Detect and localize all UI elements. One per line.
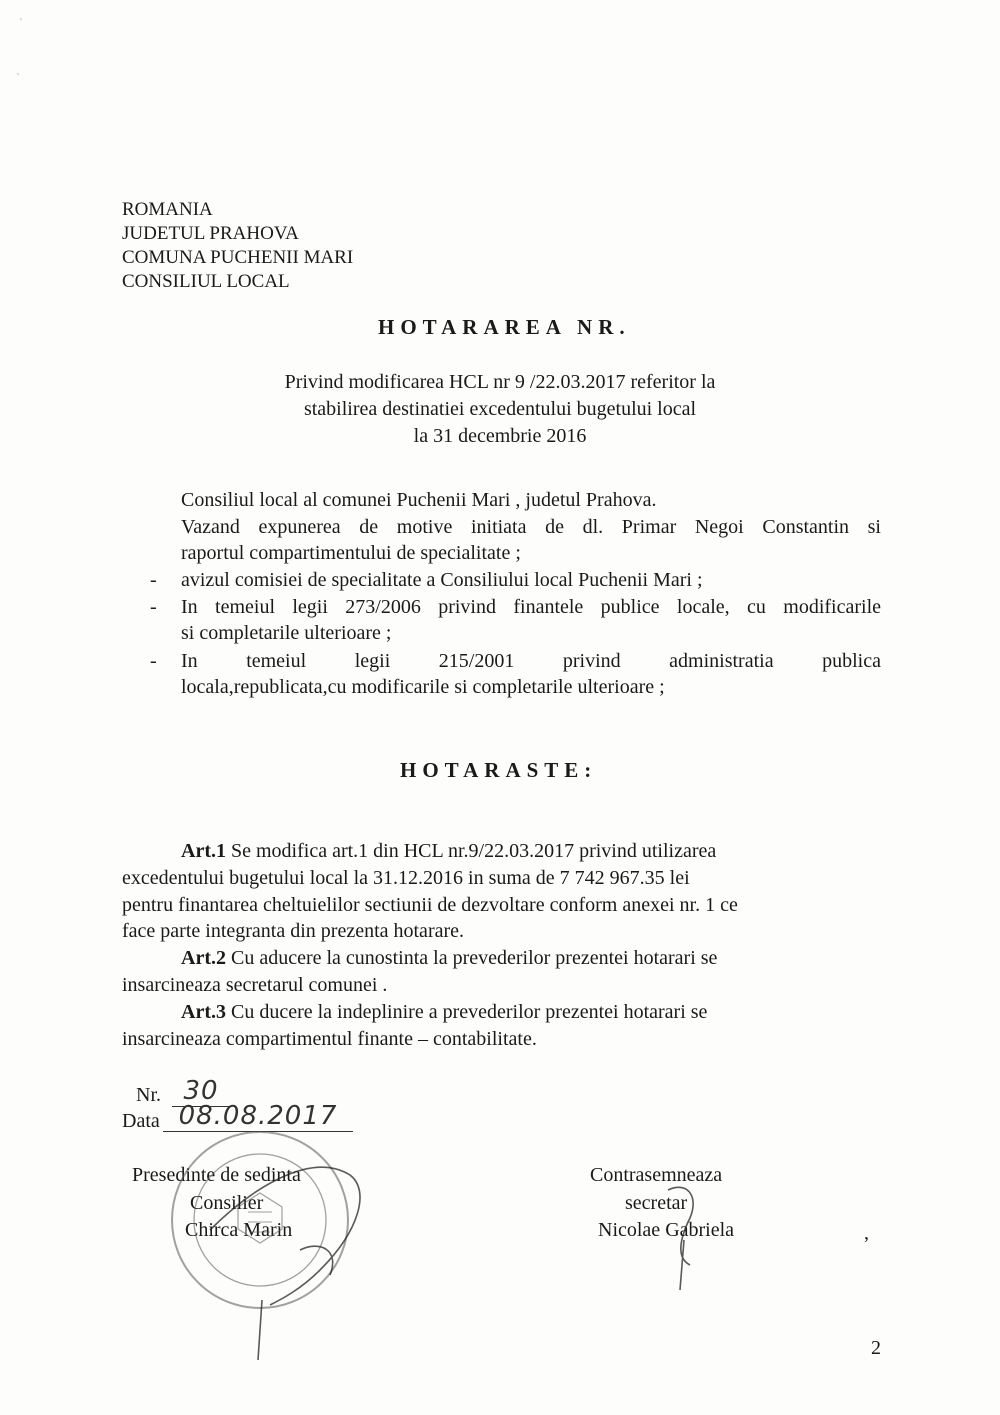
preamble-law-215: In temeiul legii 215/2001 privind administratia publica (181, 650, 881, 672)
article-3-line-2: insarcineaza compartimentul finante – contabilitate. (122, 1028, 537, 1050)
page-number: 2 (871, 1337, 881, 1359)
stray-comma: , (864, 1222, 869, 1244)
preamble-law-215-cont: locala,republicata,cu modificarile si completarile ulterioare ; (181, 676, 665, 698)
article-2-text: Cu aducere la cunostinta la prevederilor prezentei hotarari se (225, 947, 718, 969)
article-2-first-line (181, 945, 717, 972)
secretary-role: Contrasemneaza (590, 1164, 723, 1186)
article-2-line-2: insarcineaza secretarul comunei . (122, 974, 388, 996)
article-1-label: Art.1 (181, 840, 226, 862)
header-county: JUDETUL PRAHOVA (122, 223, 299, 244)
subject-line-1: Privind modificarea HCL nr 9 /22.03.2017 referitor la (284, 371, 716, 393)
number-value: 30 (172, 1076, 230, 1107)
header-country: ROMANIA (122, 199, 213, 220)
bullet-dash: - (150, 596, 157, 618)
article-1-text: Se modifica art.1 din HCL nr.9/22.03.2017 privind utilizarea (225, 840, 717, 862)
article-1-line-2: excedentului bugetului local la 31.12.2016 in suma de 7 742 967.35 lei (122, 867, 690, 889)
date-value: 08.08.2017 (163, 1101, 353, 1132)
secretary-title: secretar (625, 1192, 688, 1214)
decision-title: HOTARASTE: (400, 758, 598, 782)
president-name: Chirca Marin (185, 1219, 293, 1241)
scan-marks (17, 18, 22, 75)
article-3-first-line (181, 999, 707, 1026)
article-1-first-line (181, 838, 716, 865)
article-3-text: Cu ducere la indeplinire a prevederilor prezentei hotarari se (225, 1001, 708, 1023)
preamble-motives: Vazand expunerea de motive initiata de dl. Primar Negoi Constantin si (181, 516, 881, 538)
subject-line-2: stabilirea destinatiei excedentului bugetului local (303, 398, 697, 420)
article-1-line-3: pentru finantarea cheltuielilor sectiunii de dezvoltare conform anexei nr. 1 ce (122, 894, 738, 916)
secretary-name: Nicolae Gabriela (598, 1219, 735, 1241)
document-title: HOTARAREA NR. (378, 315, 631, 339)
bullet-dash: - (150, 650, 157, 672)
article-3-label: Art.3 (181, 1001, 226, 1023)
preamble-commission: avizul comisiei de specialitate a Consiliului local Puchenii Mari ; (181, 569, 703, 591)
president-role: Presedinte de sedinta (132, 1164, 301, 1186)
preamble-council: Consiliul local al comunei Puchenii Mari , judetul Prahova. (181, 489, 657, 511)
article-1-line-4: face parte integranta din prezenta hotarare. (122, 920, 465, 942)
date-label: Data (122, 1110, 160, 1132)
article-2-label: Art.2 (181, 947, 226, 969)
header-commune: COMUNA PUCHENII MARI (122, 247, 354, 268)
header-council: CONSILIUL LOCAL (122, 271, 290, 292)
number-label: Nr. (136, 1084, 161, 1106)
preamble-law-273: In temeiul legii 273/2006 privind finantele publice locale, cu modificarile (181, 596, 881, 618)
president-title: Consilier (190, 1192, 264, 1214)
subject-line-3: la 31 decembrie 2016 (413, 425, 587, 447)
bullet-dash: - (150, 569, 157, 591)
preamble-law-273-cont: si completarile ulterioare ; (181, 622, 392, 644)
preamble-report: raportul compartimentului de specialitate ; (181, 542, 521, 564)
